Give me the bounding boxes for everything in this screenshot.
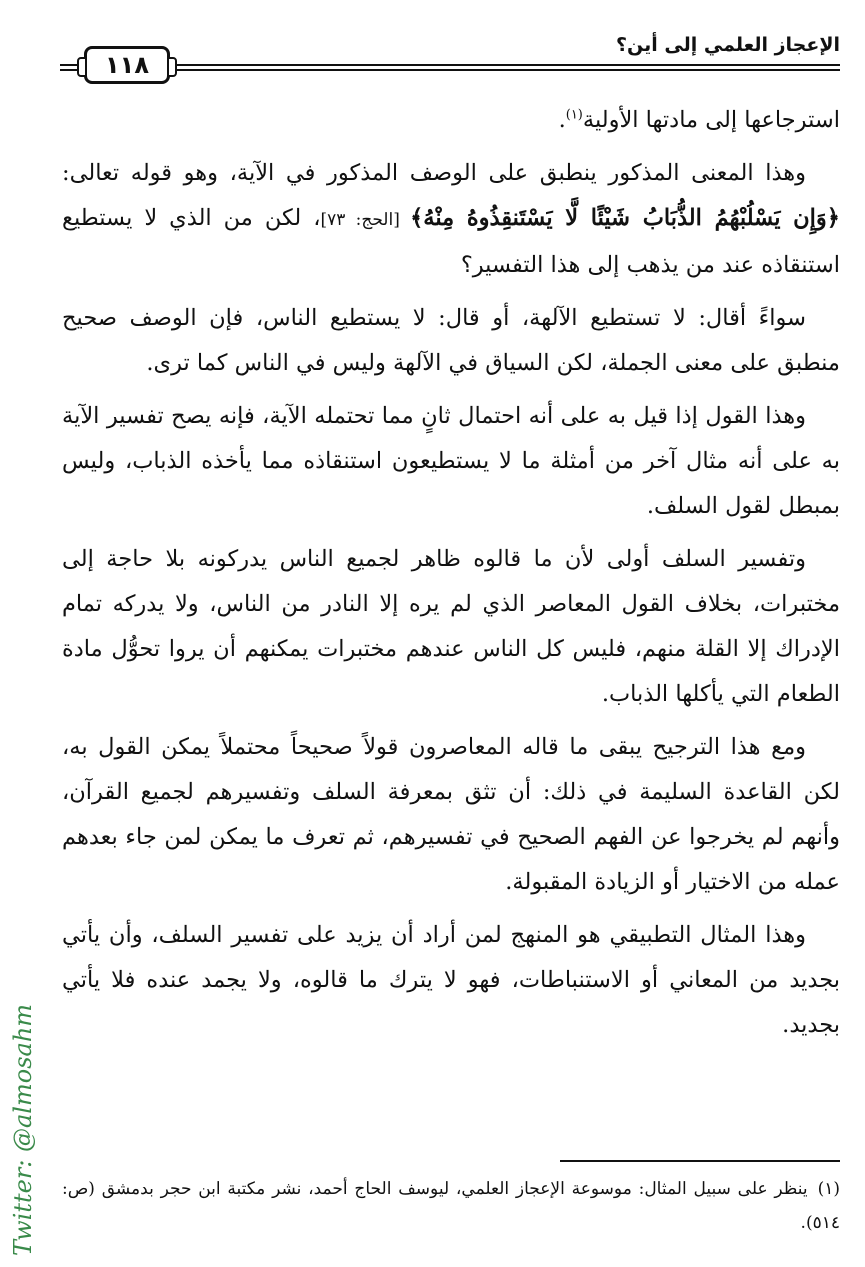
footnote-marker[interactable]: (١): [565, 107, 583, 123]
running-title: الإعجاز العلمي إلى أين؟: [616, 34, 840, 56]
header-rule-bottom: [60, 69, 840, 71]
paragraph-end: .: [558, 107, 566, 133]
main-text: [62, 98, 840, 1056]
paragraph: [62, 151, 840, 288]
footnote: [62, 1172, 840, 1240]
footnote-text: ينظر على سبيل المثال: موسوعة الإعجاز العلمي، ليوسف الحاج أحمد، نشر مكتبة ابن حجر بدمشق (ص: ٥١٤).: [62, 1179, 840, 1233]
header-rule-top: [60, 64, 840, 66]
verse-reference: [الحج: ٧٣]: [320, 210, 411, 230]
quran-verse: ﴿وَإِن يَسْلُبْهُمُ الذُّبَابُ شَيْئًا لَّا يَسْتَنقِذُوهُ مِنْهُ﴾: [410, 205, 840, 231]
footnote-number: (١): [817, 1179, 840, 1199]
paragraph-text: استرجاعها إلى مادتها الأولية: [582, 107, 840, 133]
paragraph: سواءً أقال: لا تستطيع الآلهة، أو قال: لا يستطيع الناس، فإن الوصف صحيح منطبق على معنى الجملة، لكن السياق في الآلهة وليس في الناس كما ترى.: [62, 305, 840, 376]
paragraph: وهذا المثال التطبيقي هو المنهج لمن أراد أن يزيد على تفسير السلف، وأن يأتي بجديد من المعاني أو الاستنباطات، فهو لا يترك ما قالوه، ولا يجمد عنده فلا يأتي بجديد.: [62, 922, 840, 1038]
watermark-text: Twitter: @almosahm: [9, 1003, 37, 1257]
page-header: [60, 28, 840, 88]
paragraph-text: وهذا المعنى المذكور ينطبق على الوصف المذكور في الآية، وهو قوله تعالى:: [62, 160, 806, 186]
footnote-divider: [560, 1160, 840, 1162]
page-number: ١١٨: [84, 46, 170, 84]
paragraph-text: ، لكن من الذي لا يستطيع استنقاذه عند من يذهب إلى هذا التفسير؟: [62, 205, 840, 278]
watermark: [3, 1000, 43, 1260]
paragraph: ومع هذا الترجيح يبقى ما قاله المعاصرون قولاً صحيحاً محتملاً يمكن القول به، لكن القاعدة السليمة في ذلك: أن تثق بمعرفة السلف وتفسيرهم لجميع القرآن، وأنهم لم يخرجوا عن الفهم الصحيح في تفسيرهم، ثم تعرف ما يمكن لمن جاء بعدهم عمله من الاختيار أو الزيادة المقبولة.: [62, 734, 840, 895]
paragraph: وهذا القول إذا قيل به على أنه احتمال ثانٍ مما تحتمله الآية، فإنه يصح تفسير الآية به على أنه مثال آخر من أمثلة ما لا يستطيعون استنقاذه مما يأخذه الذباب، وليس بمبطل لقول السلف.: [62, 403, 840, 519]
paragraph: وتفسير السلف أولى لأن ما قالوه ظاهر لجميع الناس يدركونه بلا حاجة إلى مختبرات، بخلاف القول المعاصر الذي لم يره إلا النادر من الناس، ولا يدركه تمام الإدراك إلا القلة منهم، فليس كل الناس عندهم مختبرات يمكنهم أن يروا تحوُّل مادة الطعام التي يأكلها الذباب.: [62, 546, 840, 707]
paragraph: [62, 98, 840, 143]
